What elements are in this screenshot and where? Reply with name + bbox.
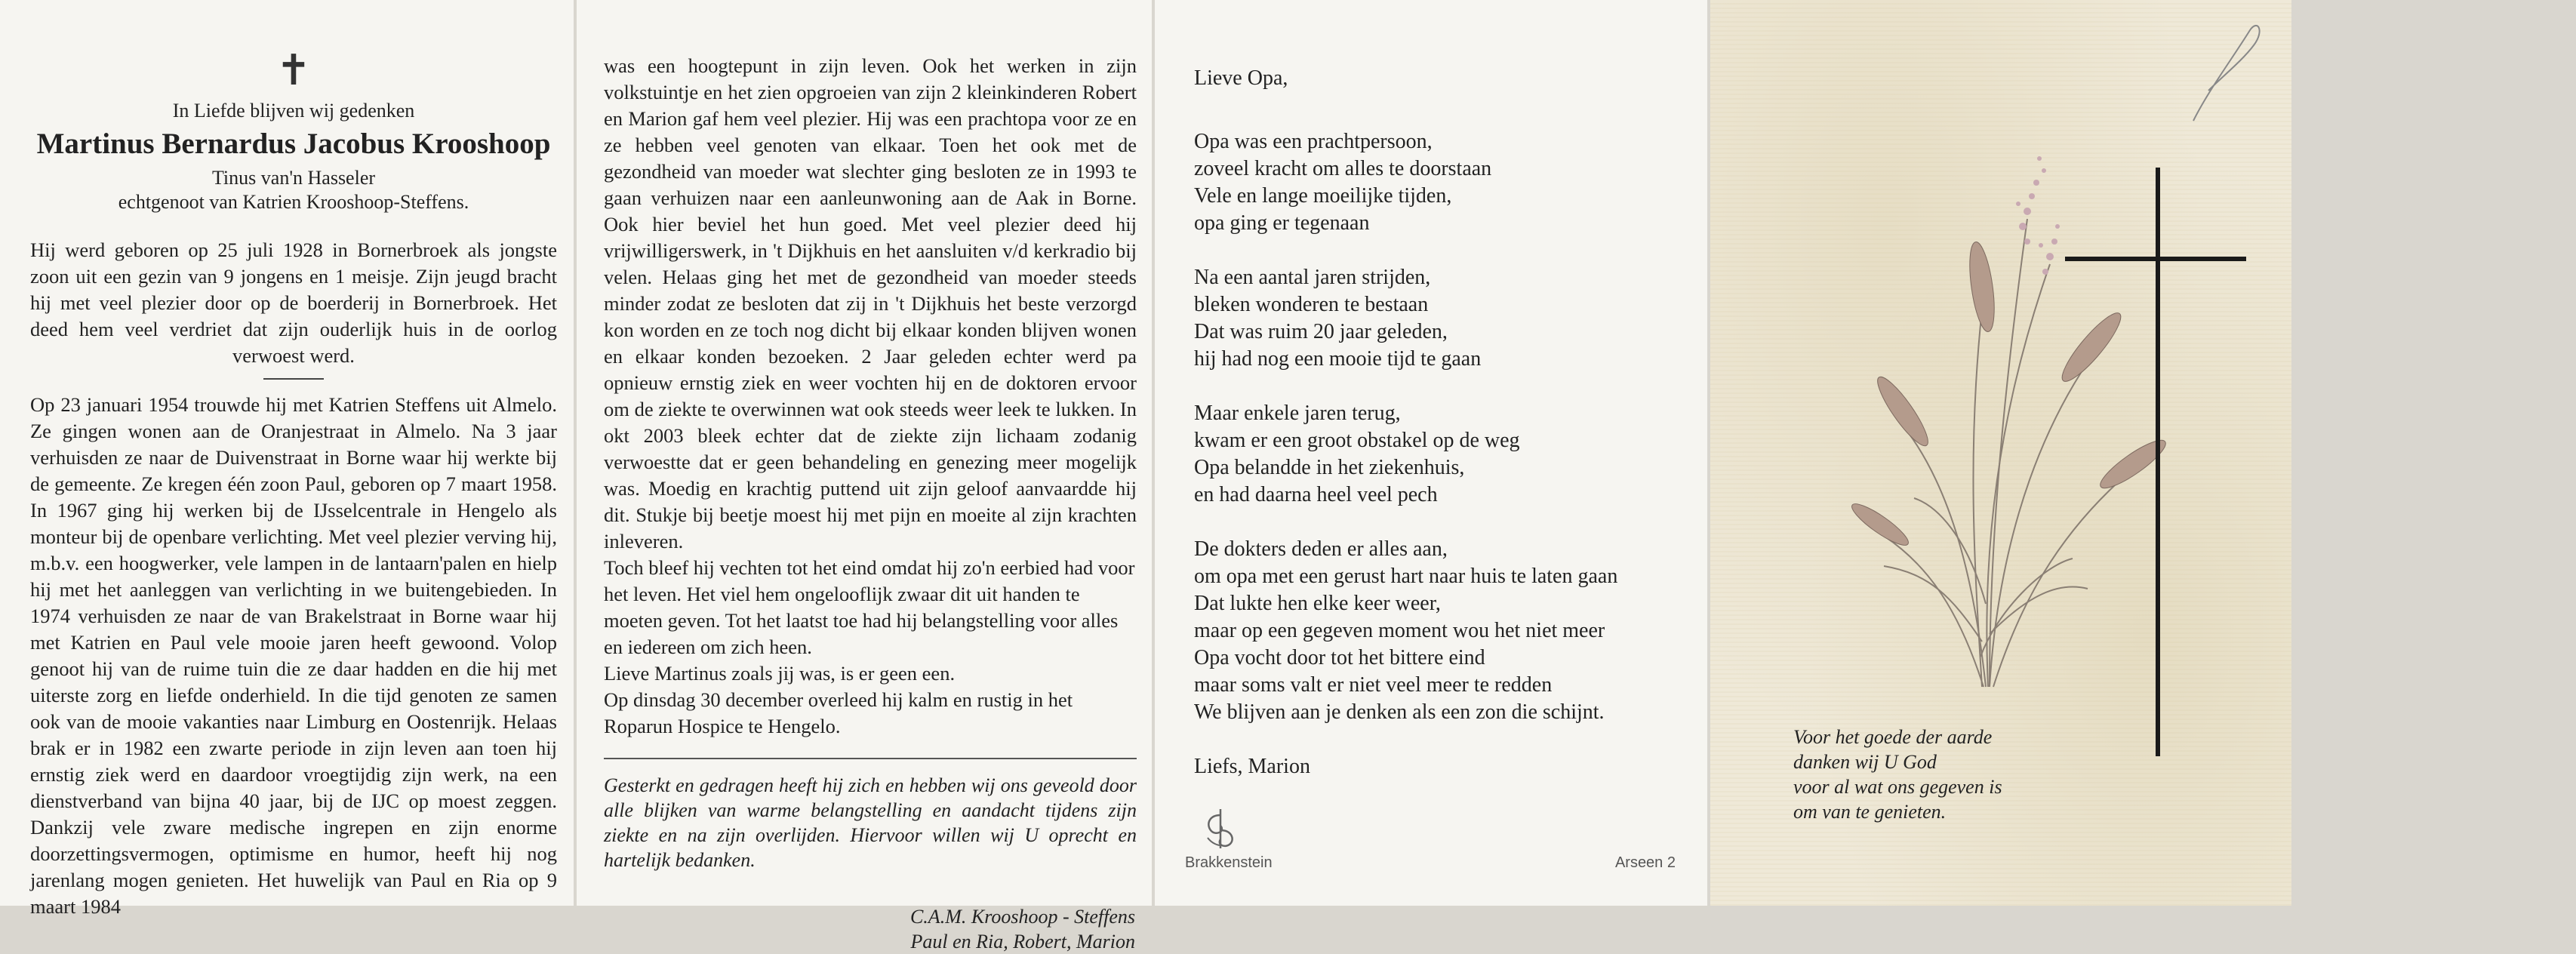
verse-line: Voor het goede der aarde [1793, 726, 1993, 748]
spouse-line: echtgenoot van Katrien Krooshoop-Steffens. [118, 191, 469, 213]
poem-line: om opa met een gerust hart naar huis te laten gaan [1194, 565, 1618, 588]
cross-horizontal-bar [2065, 257, 2246, 261]
cross-icon: ✝ [275, 48, 312, 94]
verse-line: voor al wat ons gegeven is [1793, 776, 2002, 798]
verse-text [1793, 725, 2002, 824]
poem-stanza-1 [1194, 128, 1677, 237]
biography-paragraph-1: Hij werd geboren op 25 juli 1928 in Bornerbroek als jongste zoon uit een gezin van 9 jongens en 1 meisje. Zijn jeugd bracht hij met veel plezier door op de boerderij in Bornerbroek. Het deed hem veel verdriet dat zijn ouderlijk huis in de oorlog verwoest werd. [30, 238, 557, 367]
divider [263, 378, 324, 380]
biography-paragraph-5: Lieve Martinus zoals jij was, is er geen een. [604, 662, 956, 685]
poem-line: Opa belandde in het ziekenhuis, [1194, 456, 1465, 479]
card-panel-3 [1155, 0, 1707, 906]
thanks-text: Gesterkt en gedragen heeft hij zich en hebben wij ons geveold door alle blijken van warme belangstelling en aandacht tijdens zijn ziekte en na zijn overlijden. Hiervoor willen wij U oprecht en hartelijk bedanken. [604, 774, 1137, 871]
poem-line: Dat was ruim 20 jaar geleden, [1194, 320, 1448, 343]
cross-vertical-bar [2156, 168, 2160, 756]
divider [604, 758, 1137, 759]
poem-stanza-3 [1194, 400, 1677, 509]
publisher-logo-icon [1200, 808, 1241, 850]
poem-line: maar op een gegeven moment wou het niet meer [1194, 619, 1605, 642]
poem-stanza-2 [1194, 264, 1677, 373]
biography-paragraph-6: Op dinsdag 30 december overleed hij kalm en rustig in het Roparun Hospice te Hengelo. [604, 688, 1073, 737]
poem-line: Na een aantal jaren strijden, [1194, 266, 1431, 289]
card-panel-2 [577, 0, 1152, 952]
card-panel-4 [1710, 0, 2291, 906]
poem-line: Opa vocht door tot het bittere eind [1194, 646, 1485, 669]
verse-line: danken wij U God [1793, 751, 1937, 773]
poem-line: Opa was een prachtpersoon, [1194, 130, 1433, 153]
wheat-illustration-icon [1801, 113, 2224, 717]
poem-line: We blijven aan je denken als een zon die schijnt. [1194, 700, 1605, 724]
signature-line: Paul en Ria, Robert, Marion [910, 931, 1135, 952]
signature-line: C.A.M. Krooshoop - Steffens [909, 906, 1135, 928]
poem-line: bleken wonderen te bestaan [1194, 293, 1429, 316]
nickname: Tinus van'n Hasseler [211, 167, 376, 189]
poem-stanza-4 [1194, 536, 1677, 726]
biography-paragraph-4: Toch bleef hij vechten tot het eind omdat hij zo'n eerbied had voor het leven. Het viel hem ongelooflijk zwaar dit uit handen te moeten geven. Tot het laatst toe had hij belangstelling voor alles en iedereen om zich heen. [604, 556, 1135, 658]
intro-line: In Liefde blijven wij gedenken [172, 100, 415, 122]
poem-line: kwam er een groot obstakel op de weg [1194, 429, 1520, 452]
poem-line: Vele en lange moeilijke tijden, [1194, 184, 1452, 208]
poem-line: en had daarna heel veel pech [1194, 483, 1438, 506]
poem-line: maar soms valt er niet veel meer te redden [1194, 673, 1553, 697]
biography-paragraph-3: was een hoogtepunt in zijn leven. Ook het werken in zijn volkstuintje en het zien opgroeien van zijn 2 kleinkinderen Robert en Marion gaf hem veel plezier. Hij was een prachtopa voor ze en ze hebben veel genoten van elkaar. Toen het ook met de gezondheid van moeder wat slechter ging besloten ze in 1993 te gaan verhuizen naar een aanleunwoning aan de Aak in Borne. Ook hier beviel het hun goed. Met veel plezier deed hij vrijwilligerswerk, in 't Dijkhuis en het aansluiten v/d kerkradio bij velen. Helaas ging het met de gezondheid van moeder steeds minder zodat ze besloten dat zij in 't Dijkhuis het beste verzorgd kon worden en ze toch nog dicht bij elkaar konden blijven wonen en elkaar konden bezoeken. 2 Jaar geleden echter werd pa opnieuw ernstig ziek en weer vochten hij en de doktoren ervoor om de ziekte te overwinnen wat ook steeds weer leek te lukken. In okt 2003 bleek echter dat de ziekte zijn lichaam zodanig verwoestte dat er geen behandeling en genezing meer mogelijk was. Moedig en krachtig puttend uit zijn geloof aanvaardde hij dit. Stukje bij beetje moest hij met pijn en moeite al zijn krachten inleveren. [604, 54, 1137, 552]
poem-line: zoveel kracht om alles te doorstaan [1194, 157, 1492, 180]
poem-line: opa ging er tegenaan [1194, 211, 1370, 235]
signature [604, 904, 1137, 954]
verse-line: om van te genieten. [1793, 801, 1947, 823]
deceased-name: Martinus Bernardus Jacobus Krooshoop [36, 128, 551, 160]
poem-closing: Liefs, Marion [1194, 755, 1310, 778]
pencil-mark-icon [2178, 15, 2269, 128]
poem-line: hij had nog een mooie tijd te gaan [1194, 347, 1482, 371]
poem-line: Dat lukte hen elke keer weer, [1194, 592, 1441, 615]
poem-greeting: Lieve Opa, [1194, 66, 1288, 90]
biography-paragraph-2: Op 23 januari 1954 trouwde hij met Katrien Steffens uit Almelo. Ze gingen wonen aan de Oranjestraat in Almelo. Na 3 jaar verhuisden ze naar de Duivenstraat in Borne waar hij werkte bij de gemeente. Ze kregen één zoon Paul, geboren op 7 maart 1958. In 1967 ging hij werken bij de IJsselcentrale in Hengelo als monteur bij de openbare verlichting. Met veel plezier verving hij, m.b.v. een hoogwerker, vele lampen in de lantaarn'palen en hielp hij met het aanleggen van verlichting in we buitengebieden. In 1974 verhuisden ze naar de van Brakelstraat in Borne waar hij met Katrien en Paul vele mooie jaren heeft gewoond. Volop genoot hij van de ruime tuin die ze daar hadden en die hij met uiterste zorg en liefde onderhield. In die tijd genoten ze samen ook van de mooie vakanties naar Limburg en Oostenrijk. Helaas brak er in 1982 een zwarte periode in zijn leven aan toen hij ernstig ziek werd en daardoor vroegtijdig zijn werk, na een dienstverband van bijna 40 jaar, bij de IJC op moest zeggen. Dankzij vele zware medische ingrepen en zijn enorme doorzettingsvermogen, optimisme en humor, heeft hij nog jarenlang mogen genieten. Het huwelijk van Paul en Ria op 9 maart 1984 [30, 393, 557, 918]
card-panel-1 [0, 0, 574, 918]
card-code: Arseen 2 [1614, 854, 1676, 871]
poem-line: De dokters deden er alles aan, [1194, 537, 1448, 561]
poem-line: Maar enkele jaren terug, [1194, 402, 1401, 425]
publisher-name: Brakkenstein [1185, 854, 1273, 871]
card-footer [1179, 808, 1676, 876]
